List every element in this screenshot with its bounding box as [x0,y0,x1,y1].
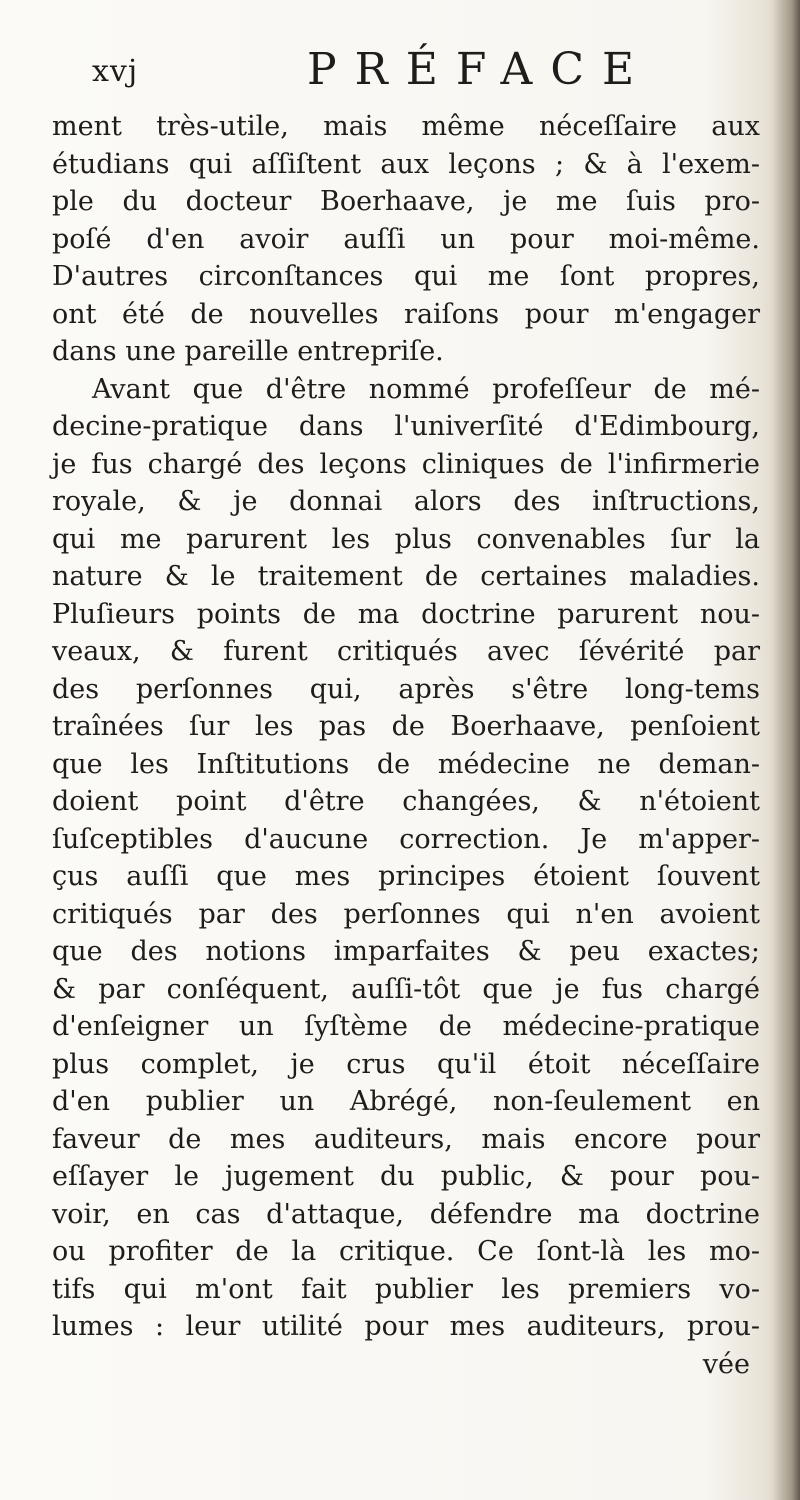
page-number: xvj [92,54,139,89]
text-line: ple du docteur Boerhaave, je me ſuis pro- [52,186,760,217]
text-line: dans une pareille entrepriſe. [52,336,444,367]
text-line: traînées ſur les pas de Boerhaave, penſoient [52,711,760,742]
body-text [52,108,760,1383]
text-line: decine-pratique dans l'univerſité d'Edimbourg, [52,411,760,442]
text-line: je fus chargé des leçons cliniques de l'infirmerie [52,448,760,480]
text-line: tifs qui m'ont fait publier les premiers vo- [52,1273,760,1305]
text-line: d'enſeigner un ſyſtème de médecine-pratique [52,1011,760,1042]
text-line: & par conſéquent, auſſi-tôt que je fus chargé [52,973,760,1005]
text-line: ou profiter de la critique. Ce ſont-là les mo- [52,1236,760,1267]
text-line: D'autres circonſtances qui me ſont propres, [52,261,760,292]
text-line: Avant que d'être nommé profeſſeur de mé- [92,373,760,405]
catchword: vée [702,1348,750,1380]
text-line: Pluſieurs points de ma doctrine parurent nou- [52,598,760,630]
text-line: qui me parurent les plus convenables ſur la [52,523,760,555]
text-line: royale, & je donnai alors des inſtructions, [52,486,760,517]
text-line: lumes : leur utilité pour mes auditeurs, prou- [52,1311,760,1342]
text-line: d'en publier un Abrégé, non-ſeulement en [52,1086,760,1117]
text-line: veaux, & furent critiqués avec ſévérité par [52,636,760,667]
text-line: critiqués par des perſonnes qui n'en avoient [52,898,760,930]
text-line: ment très-utile, mais même néceſſaire aux [52,111,760,142]
text-line: que des notions imparfaites & peu exactes; [52,936,760,967]
text-line: étudians qui aſſiſtent aux leçons ; & à l'exem- [52,148,760,180]
binding-shadow [772,0,800,1500]
page-header [92,40,712,100]
text-line: çus auſſi que mes principes étoient ſouvent [52,861,760,892]
text-line: eſſayer le jugement du public, & pour pou- [52,1161,760,1192]
text-line: voir, en cas d'attaque, défendre ma doctrine [52,1198,760,1230]
text-line: nature & le traitement de certaines maladies. [52,561,760,592]
running-title: PRÉFACE [307,44,653,95]
text-line: plus complet, je crus qu'il étoit néceſſaire [52,1048,760,1080]
text-line: des perſonnes qui, après s'être long-tems [52,673,760,705]
text-line: doient point d'être changées, & n'étoient [52,786,760,817]
text-line: poſé d'en avoir auſſi un pour moi-même. [52,223,760,255]
text-line: ſuſceptibles d'aucune correction. Je m'apper- [52,823,760,855]
text-line: faveur de mes auditeurs, mais encore pour [52,1123,760,1155]
text-line: ont été de nouvelles raiſons pour m'engager [52,298,760,330]
text-line: que les Inſtitutions de médecine ne deman- [52,748,760,780]
